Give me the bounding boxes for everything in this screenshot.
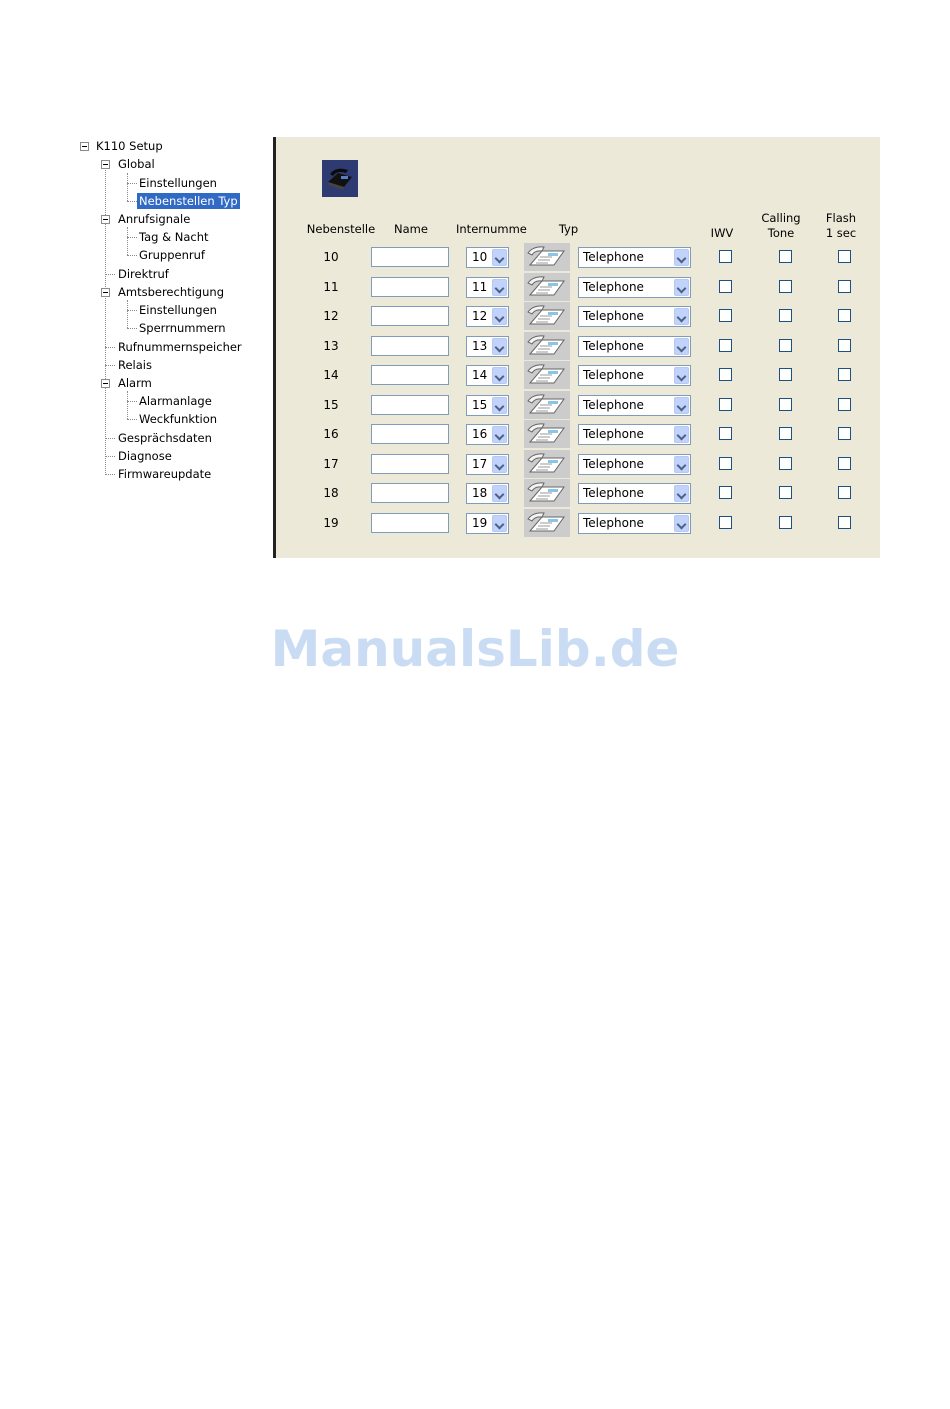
header-typ: Typ (558, 222, 579, 236)
header-internumme: Internumme (456, 222, 527, 236)
row-typ-value: Telephone (583, 368, 644, 382)
row-typ-value: Telephone (583, 279, 644, 294)
chevron-down-icon[interactable] (674, 515, 689, 532)
row-iwv-checkbox[interactable] (719, 250, 732, 263)
row-name-input[interactable] (371, 454, 449, 474)
chevron-down-icon[interactable] (492, 485, 507, 502)
row-typ-select[interactable] (578, 454, 691, 475)
row-internumme-select[interactable] (466, 336, 509, 357)
telephone-icon (524, 361, 570, 389)
row-flash-checkbox[interactable] (838, 427, 851, 440)
tree-line (127, 237, 137, 238)
row-flash-checkbox[interactable] (838, 398, 851, 411)
collapse-icon[interactable] (101, 379, 110, 388)
row-typ-value: Telephone (583, 250, 644, 264)
row-flash-checkbox[interactable] (838, 486, 851, 499)
telephone-icon (524, 450, 570, 478)
row-internumme-value: 13 (472, 338, 488, 353)
telephone-icon (524, 302, 570, 330)
row-iwv-checkbox[interactable] (719, 457, 732, 470)
telephone-icon (524, 420, 570, 448)
tree-line (127, 183, 137, 184)
header-iwv: IWV (710, 226, 734, 240)
row-calling-tone-checkbox[interactable] (779, 280, 792, 293)
row-name-input[interactable] (371, 513, 449, 533)
tree-item-weckfunktion[interactable]: Weckfunktion (139, 412, 218, 426)
tree-item-sperrnummern[interactable]: Sperrnummern (139, 321, 226, 335)
tree-line (127, 419, 137, 420)
row-internumme-value: 12 (472, 309, 488, 323)
watermark: ManualsLib.de (270, 620, 680, 678)
row-nebenstelle: 16 (323, 427, 339, 441)
row-typ-select[interactable] (578, 247, 691, 268)
row-flash-checkbox[interactable] (838, 457, 851, 470)
row-typ-select[interactable] (578, 395, 691, 416)
row-internumme-value: 15 (472, 397, 488, 412)
header-name: Name (394, 222, 428, 236)
row-nebenstelle: 12 (323, 309, 339, 323)
tree-line (127, 173, 128, 201)
row-calling-tone-checkbox[interactable] (779, 339, 792, 352)
tree-item-gespraechsdaten[interactable]: Gesprächsdaten (118, 431, 212, 445)
row-nebenstelle: 15 (323, 397, 339, 412)
row-flash-checkbox[interactable] (838, 280, 851, 293)
tree-item-amtsberechtigung[interactable]: Amtsberechtigung (118, 285, 224, 299)
tree-item-nebenstellen-typ[interactable]: Nebenstellen Typ (139, 194, 238, 208)
chevron-down-icon[interactable] (674, 308, 689, 325)
row-typ-value: Telephone (583, 309, 644, 323)
row-typ-value: Telephone (583, 515, 644, 530)
row-internumme-select[interactable] (466, 454, 509, 475)
chevron-down-icon[interactable] (674, 485, 689, 502)
row-typ-value: Telephone (583, 427, 644, 441)
row-flash-checkbox[interactable] (838, 309, 851, 322)
row-nebenstelle: 17 (323, 456, 339, 471)
chevron-down-icon[interactable] (674, 338, 689, 355)
row-typ-select[interactable] (578, 513, 691, 534)
chevron-down-icon[interactable] (492, 308, 507, 325)
row-name-input[interactable] (371, 247, 449, 267)
row-typ-select[interactable] (578, 483, 691, 504)
row-name-input[interactable] (371, 424, 449, 444)
row-internumme-value: 19 (472, 515, 488, 530)
header-flash-line2: 1 sec (825, 226, 857, 240)
tree-item-alarmanlage[interactable]: Alarmanlage (139, 394, 212, 408)
telephone-icon (524, 332, 570, 360)
row-iwv-checkbox[interactable] (719, 516, 732, 529)
chevron-down-icon[interactable] (674, 397, 689, 414)
row-internumme-select[interactable] (466, 247, 509, 268)
tree-item-einstellungen[interactable]: Einstellungen (139, 176, 217, 190)
extension-type-panel (273, 137, 880, 558)
tree-item-diagnose[interactable]: Diagnose (118, 449, 172, 463)
row-name-input[interactable] (371, 306, 449, 326)
row-calling-tone-checkbox[interactable] (779, 398, 792, 411)
row-name-input[interactable] (371, 336, 449, 356)
row-flash-checkbox[interactable] (838, 516, 851, 529)
row-iwv-checkbox[interactable] (719, 486, 732, 499)
row-nebenstelle: 19 (323, 515, 339, 530)
telephone-icon (524, 509, 570, 537)
row-nebenstelle: 18 (323, 486, 339, 500)
telephone-app-icon (322, 160, 358, 197)
row-calling-tone-checkbox[interactable] (779, 457, 792, 470)
chevron-down-icon[interactable] (674, 456, 689, 473)
tree-line (127, 310, 137, 311)
telephone-icon (524, 391, 570, 419)
row-iwv-checkbox[interactable] (719, 339, 732, 352)
chevron-down-icon[interactable] (492, 367, 507, 384)
row-typ-value: Telephone (583, 456, 644, 471)
row-internumme-value: 14 (472, 368, 488, 382)
chevron-down-icon[interactable] (492, 279, 507, 296)
chevron-down-icon[interactable] (492, 397, 507, 414)
header-flash-line1: Flash (825, 211, 857, 225)
row-typ-select[interactable] (578, 365, 691, 386)
header-nebenstelle: Nebenstelle (306, 222, 376, 236)
row-internumme-value: 10 (472, 250, 488, 264)
row-typ-select[interactable] (578, 424, 691, 445)
tree-line (105, 365, 115, 366)
chevron-down-icon[interactable] (492, 456, 507, 473)
tree-root-k110-setup[interactable]: K110 Setup (96, 139, 163, 153)
chevron-down-icon[interactable] (674, 249, 689, 266)
row-iwv-checkbox[interactable] (719, 398, 732, 411)
chevron-down-icon[interactable] (674, 367, 689, 384)
tree-line (127, 201, 137, 202)
chevron-down-icon[interactable] (492, 426, 507, 443)
tree-item-einstellungen[interactable]: Einstellungen (139, 303, 217, 317)
row-internumme-select[interactable] (466, 365, 509, 386)
row-typ-select[interactable] (578, 336, 691, 357)
row-name-input[interactable] (371, 277, 449, 297)
row-iwv-checkbox[interactable] (719, 309, 732, 322)
row-internumme-select[interactable] (466, 483, 509, 504)
chevron-down-icon[interactable] (492, 515, 507, 532)
chevron-down-icon[interactable] (492, 249, 507, 266)
row-typ-value: Telephone (583, 397, 644, 412)
row-internumme-select[interactable] (466, 395, 509, 416)
tree-item-tag-nacht[interactable]: Tag & Nacht (139, 230, 209, 244)
tree-item-relais[interactable]: Relais (118, 358, 152, 372)
row-nebenstelle: 13 (323, 338, 339, 353)
navigation-tree (0, 0, 270, 560)
row-calling-tone-checkbox[interactable] (779, 309, 792, 322)
tree-line (105, 456, 115, 457)
row-calling-tone-checkbox[interactable] (779, 516, 792, 529)
row-calling-tone-checkbox[interactable] (779, 486, 792, 499)
row-internumme-value: 17 (472, 456, 488, 471)
row-iwv-checkbox[interactable] (719, 427, 732, 440)
tree-line (127, 391, 128, 419)
header-calling-tone-line1: Calling (761, 211, 801, 225)
telephone-icon (524, 479, 570, 507)
chevron-down-icon[interactable] (674, 279, 689, 296)
row-iwv-checkbox[interactable] (719, 368, 732, 381)
row-flash-checkbox[interactable] (838, 250, 851, 263)
row-name-input[interactable] (371, 365, 449, 385)
row-calling-tone-checkbox[interactable] (779, 427, 792, 440)
telephone-icon (524, 243, 570, 271)
row-internumme-value: 11 (472, 279, 488, 294)
row-internumme-select[interactable] (466, 277, 509, 298)
tree-item-global[interactable]: Global (118, 157, 155, 171)
tree-line (127, 401, 137, 402)
row-internumme-select[interactable] (466, 306, 509, 327)
row-typ-value: Telephone (583, 338, 644, 353)
row-nebenstelle: 10 (323, 250, 339, 264)
row-nebenstelle: 14 (323, 368, 339, 382)
tree-line (105, 274, 115, 275)
row-iwv-checkbox[interactable] (719, 280, 732, 293)
row-internumme-select[interactable] (466, 513, 509, 534)
tree-item-direktruf[interactable]: Direktruf (118, 267, 169, 281)
tree-line (105, 474, 115, 475)
row-flash-checkbox[interactable] (838, 368, 851, 381)
row-typ-select[interactable] (578, 277, 691, 298)
tree-item-gruppenruf[interactable]: Gruppenruf (139, 248, 205, 262)
row-flash-checkbox[interactable] (838, 339, 851, 352)
tree-line (127, 227, 128, 255)
row-typ-value: Telephone (583, 486, 644, 500)
collapse-icon[interactable] (101, 160, 110, 169)
tree-line (127, 255, 137, 256)
row-nebenstelle: 11 (323, 279, 339, 294)
tree-line (127, 300, 128, 328)
tree-item-anrufsignale[interactable]: Anrufsignale (118, 212, 191, 226)
row-internumme-select[interactable] (466, 424, 509, 445)
row-calling-tone-checkbox[interactable] (779, 250, 792, 263)
row-name-input[interactable] (371, 395, 449, 415)
tree-line (105, 347, 115, 348)
collapse-icon[interactable] (101, 288, 110, 297)
collapse-icon[interactable] (101, 215, 110, 224)
chevron-down-icon[interactable] (674, 426, 689, 443)
row-name-input[interactable] (371, 483, 449, 503)
chevron-down-icon[interactable] (492, 338, 507, 355)
tree-line (105, 438, 115, 439)
row-typ-select[interactable] (578, 306, 691, 327)
collapse-icon[interactable] (80, 142, 89, 151)
tree-item-firmwareupdate[interactable]: Firmwareupdate (118, 467, 212, 481)
tree-item-alarm[interactable]: Alarm (118, 376, 152, 390)
row-internumme-value: 16 (472, 427, 488, 441)
row-internumme-value: 18 (472, 486, 488, 500)
tree-item-rufnummernspeicher[interactable]: Rufnummernspeicher (118, 340, 242, 354)
header-calling-tone-line2: Tone (767, 226, 795, 240)
telephone-icon (524, 273, 570, 301)
tree-line (127, 328, 137, 329)
row-calling-tone-checkbox[interactable] (779, 368, 792, 381)
